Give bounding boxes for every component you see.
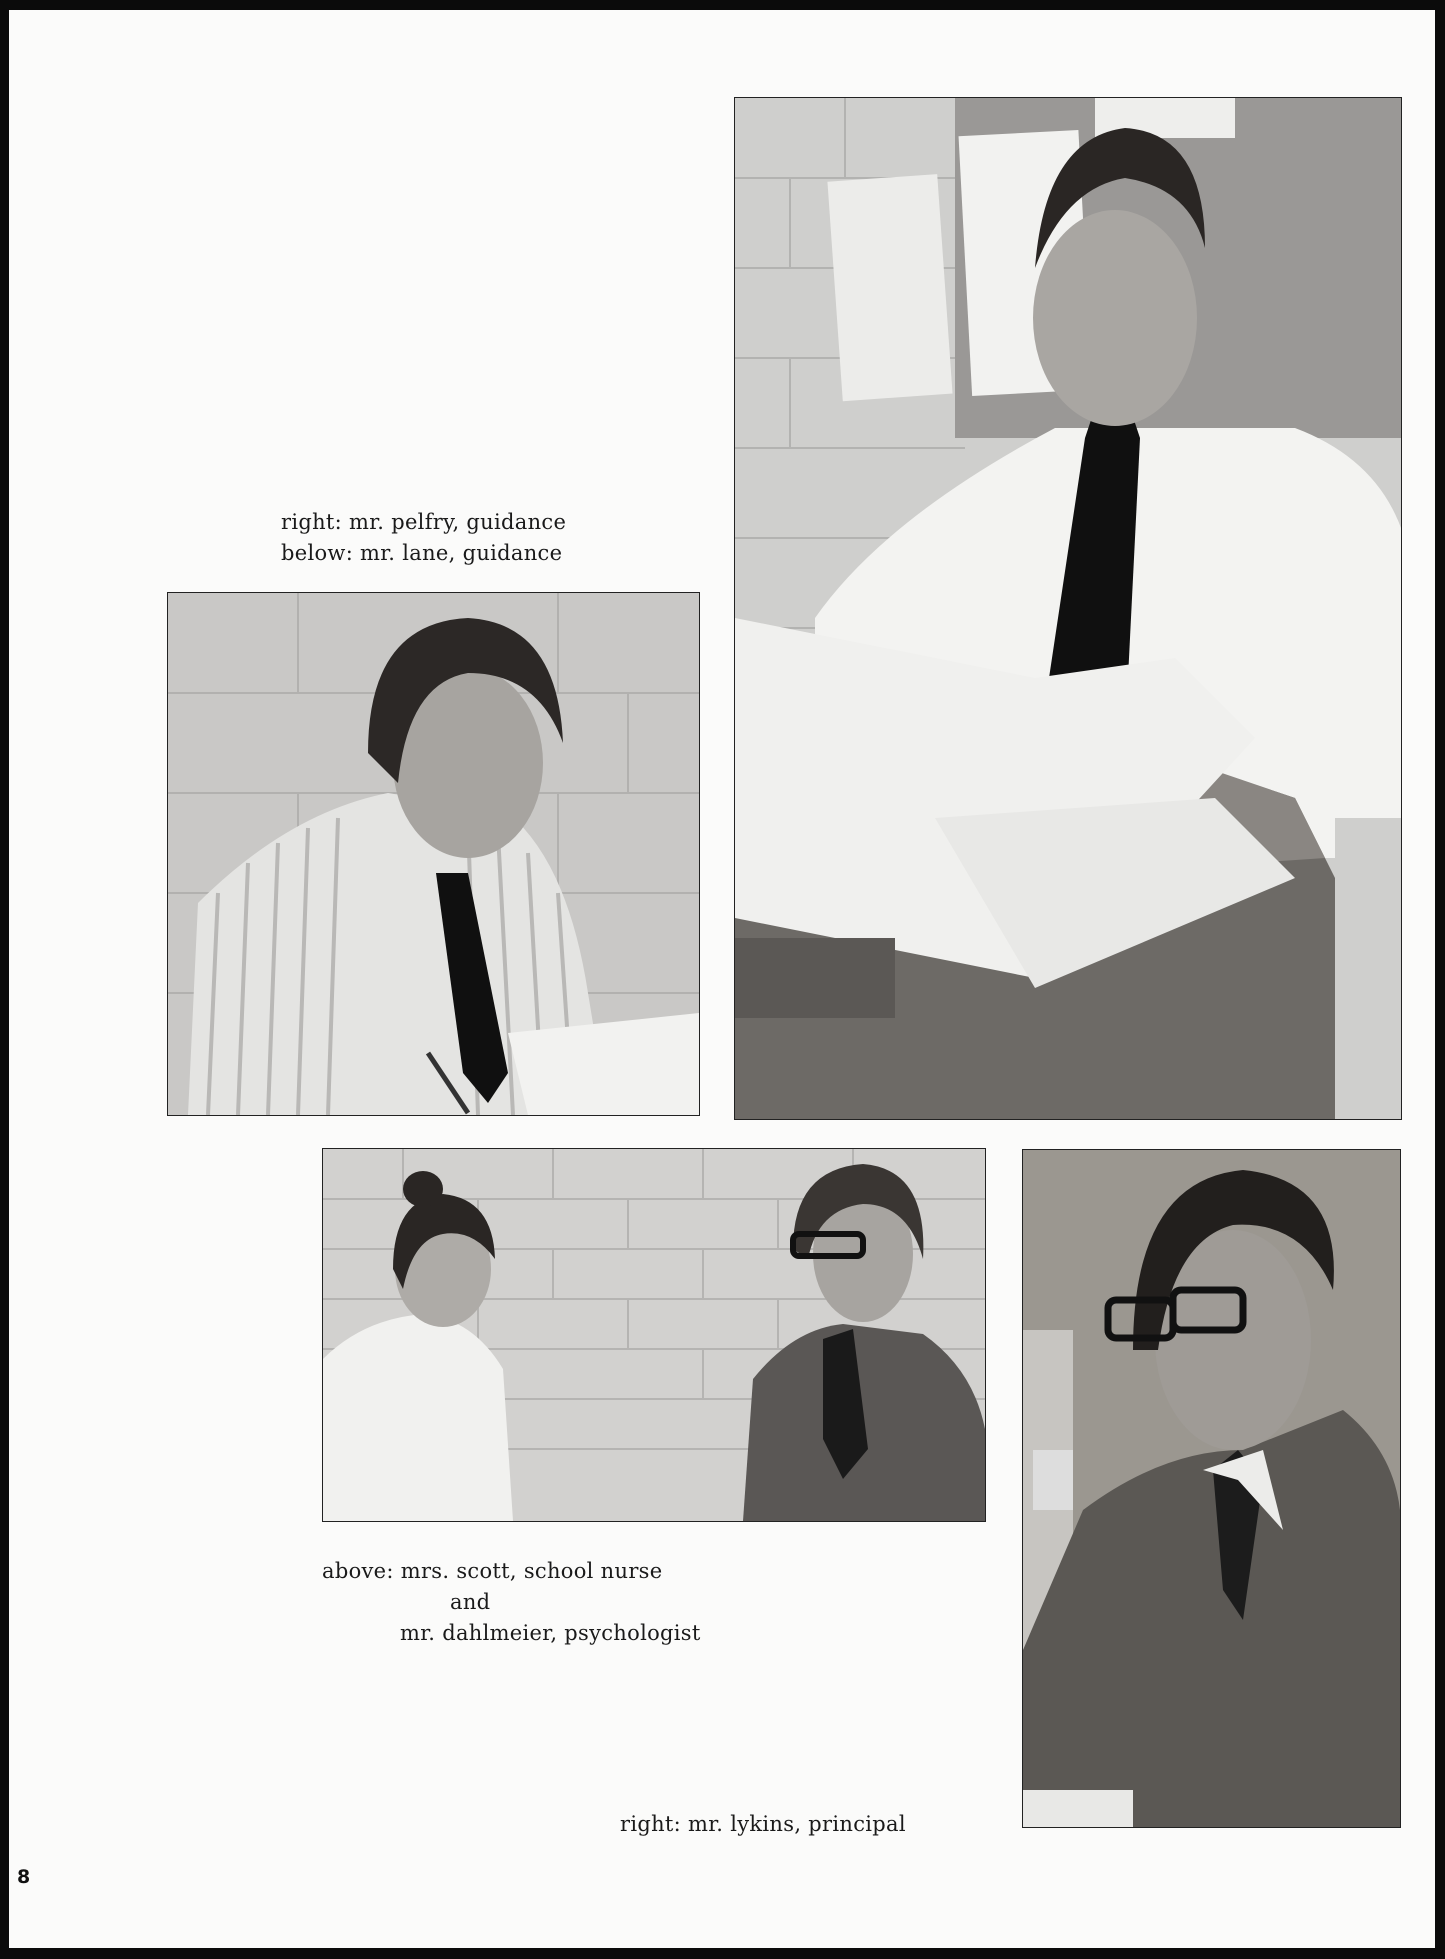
photo-mr-lykins	[1022, 1149, 1401, 1828]
caption-scott: above: mrs. scott, school nurse	[322, 1559, 663, 1583]
caption-lykins: right: mr. lykins, principal	[620, 1812, 906, 1836]
caption-and: and	[450, 1590, 491, 1614]
photo-scott-dahlmeier	[322, 1148, 986, 1522]
yearbook-page	[9, 10, 1435, 1948]
caption-nurse-psychologist	[322, 1556, 701, 1649]
photo-mr-lane	[167, 592, 700, 1116]
caption-dahlmeier: mr. dahlmeier, psychologist	[400, 1621, 701, 1645]
caption-guidance	[281, 507, 566, 569]
page-number: 8	[17, 1866, 31, 1888]
caption-pelfry: right: mr. pelfry, guidance	[281, 510, 567, 534]
caption-principal	[620, 1809, 906, 1840]
caption-lane: below: mr. lane, guidance	[281, 541, 563, 565]
photo-mr-pelfry	[734, 97, 1402, 1120]
